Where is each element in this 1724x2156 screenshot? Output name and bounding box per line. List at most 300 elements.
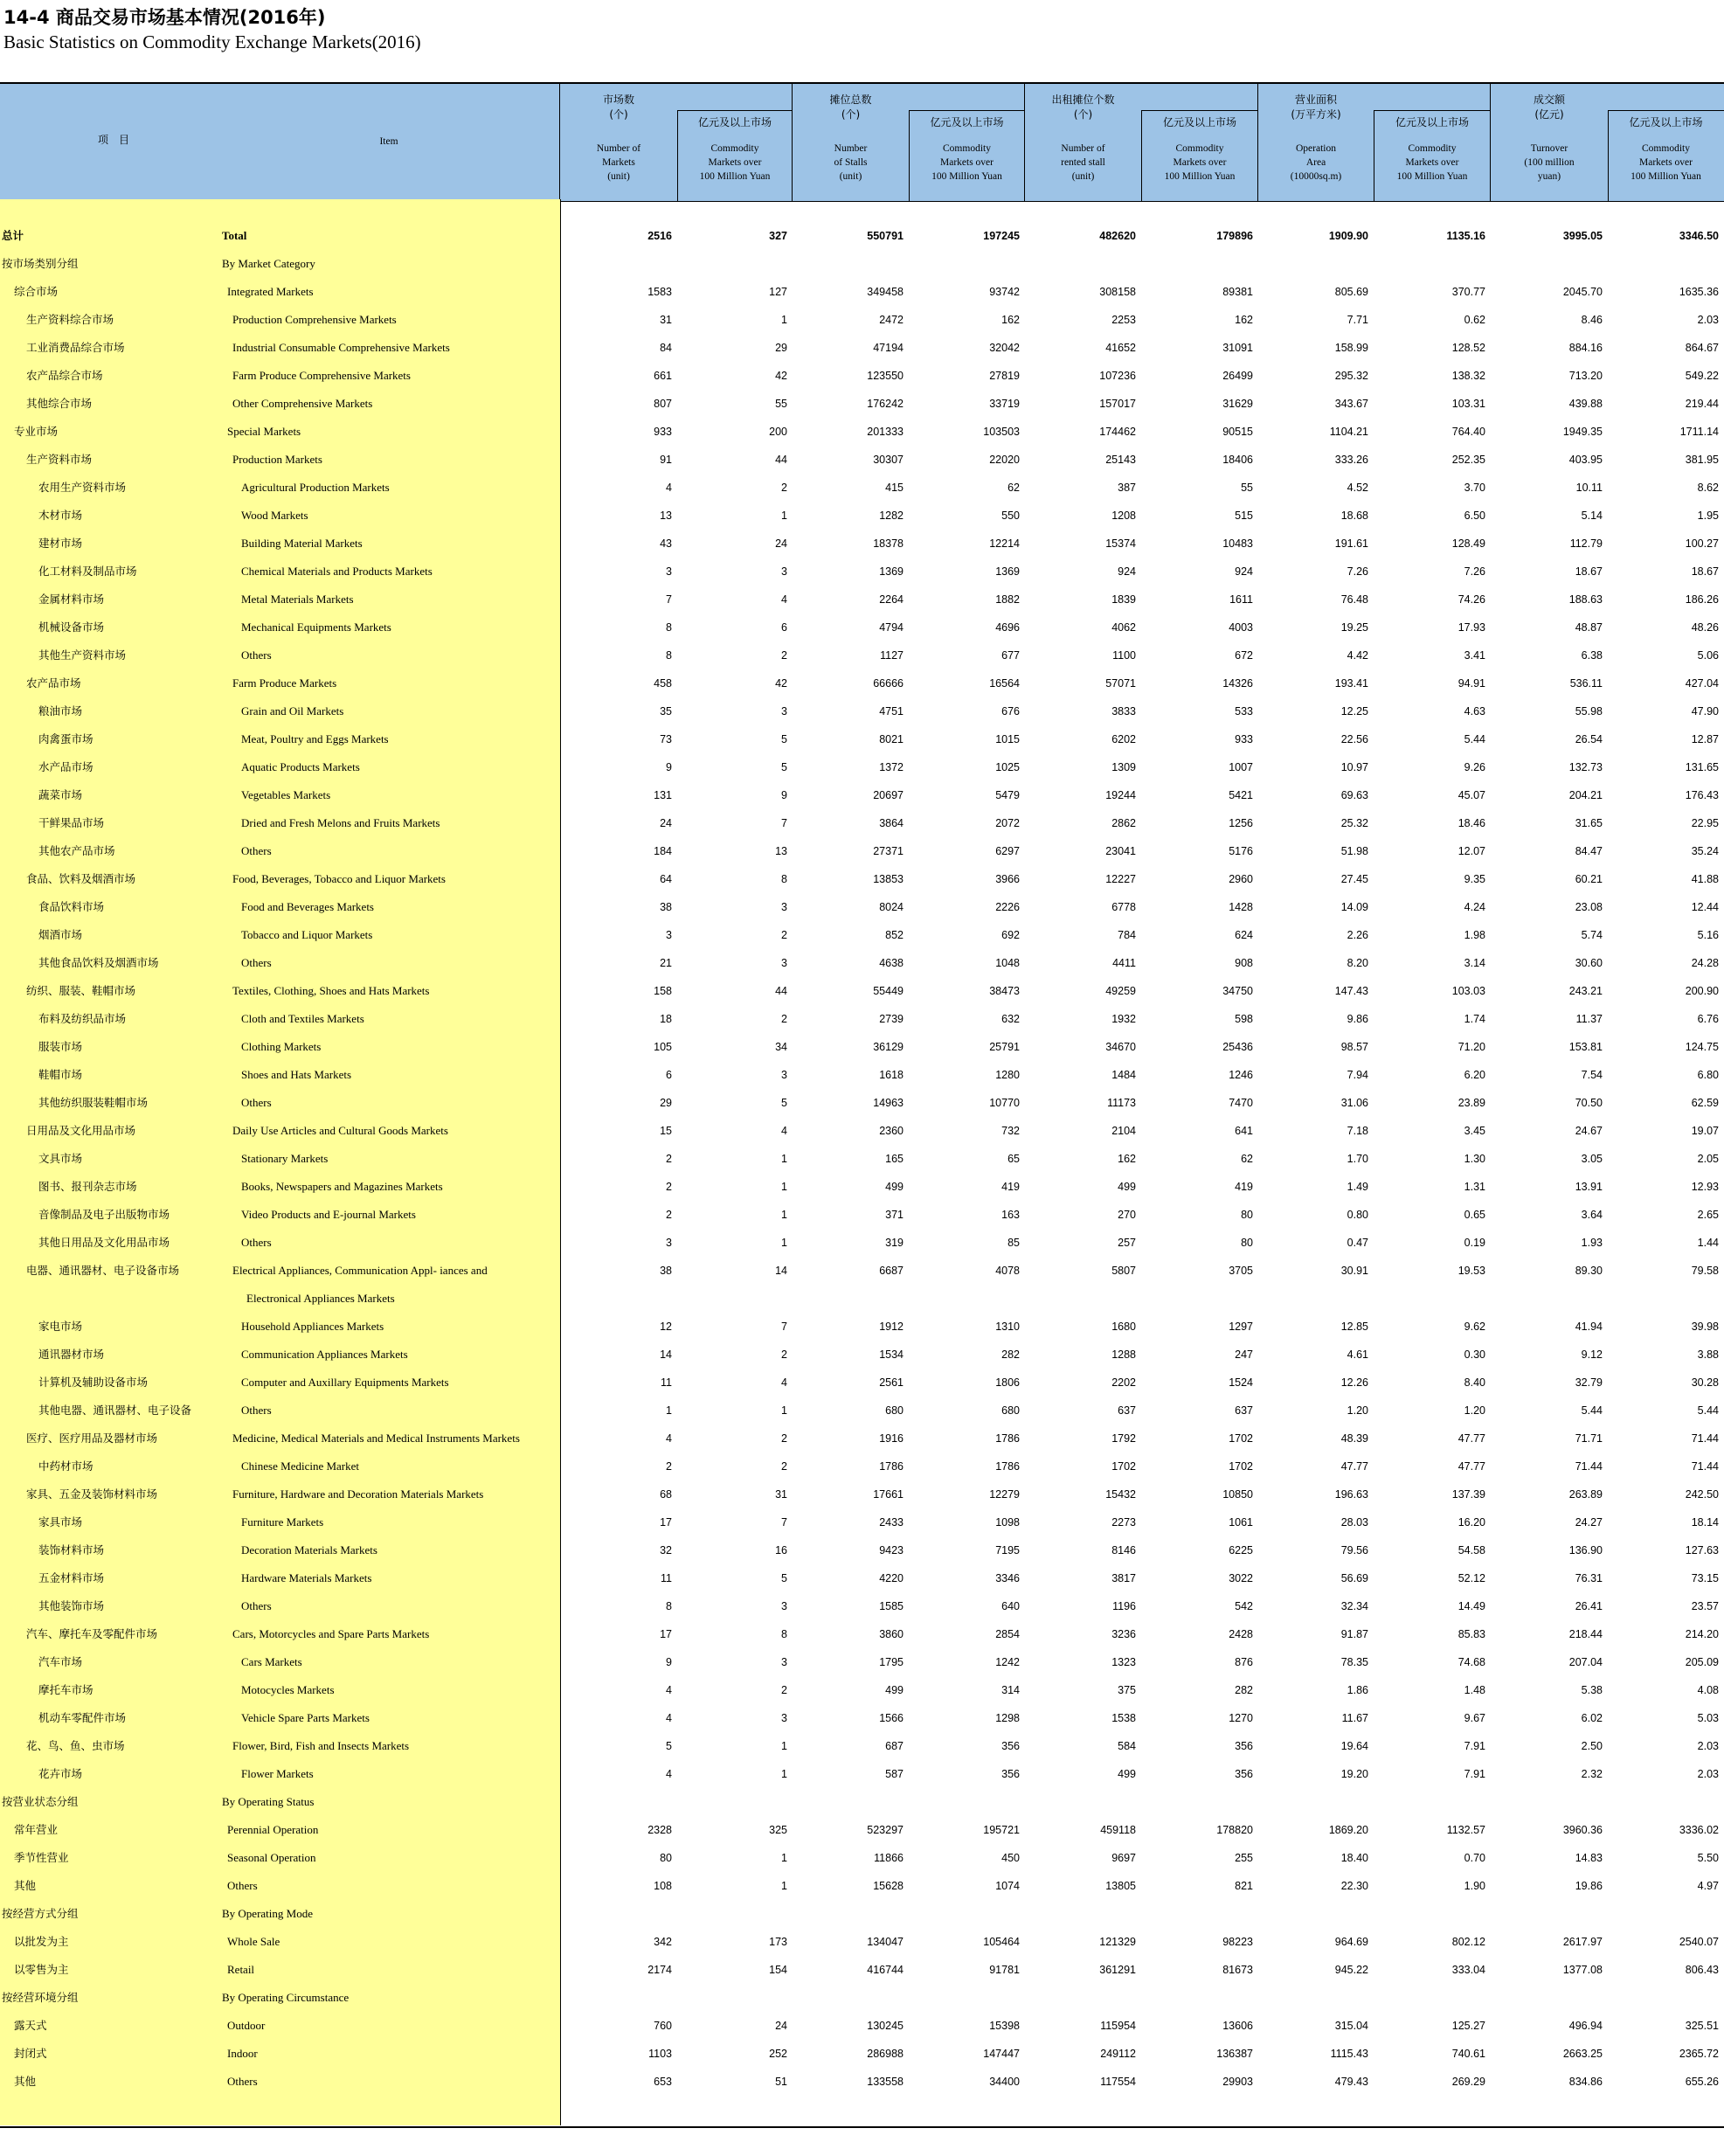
cell-value: 134047 [867,1936,904,1948]
row-label-en: By Operating Mode [222,1907,313,1920]
cell-value: 73 [660,733,672,745]
cell-value: 282 [1001,1348,1020,1361]
cell-value: 2.05 [1697,1153,1719,1165]
cell-value: 760 [654,2020,672,2032]
cell-value: 933 [1235,733,1253,745]
cell-value: 147447 [983,2048,1020,2060]
cell-value: 89381 [1222,286,1253,298]
cell-value: 5.44 [1697,1404,1719,1417]
cell-value: 6.76 [1697,1013,1719,1025]
cell-value: 30307 [873,454,904,466]
cell-value: 5.44 [1464,733,1485,745]
cell-value: 419 [1235,1181,1253,1193]
cell-value: 13853 [873,873,904,885]
cell-value: 3 [781,1600,787,1612]
cell-value: 637 [1235,1404,1253,1417]
sub-header-over-cn: 亿元及以上市场 [697,116,772,128]
cell-value: 713.20 [1568,370,1603,382]
cell-value: 9.35 [1464,873,1485,885]
cell-value: 0.80 [1347,1209,1368,1221]
cell-value: 924 [1235,565,1253,578]
cell-value: 34 [775,1041,787,1053]
table-row [0,278,1724,306]
cell-value: 48.26 [1691,621,1719,634]
cell-value: 6225 [1229,1544,1253,1556]
table-row [0,474,1724,502]
cell-value: 1280 [995,1069,1020,1081]
cell-value: 2253 [1111,314,1136,326]
cell-value: 439.88 [1568,398,1603,410]
cell-value: 14.09 [1340,901,1368,913]
cell-value: 327 [769,230,787,242]
cell-value: 1.74 [1464,1013,1485,1025]
cell-value: 732 [1001,1125,1020,1137]
cell-value: 4 [666,482,672,494]
cell-value: 15398 [989,2020,1020,2032]
row-label-cn: 其他食品饮料及烟酒市场 [38,956,159,969]
cell-value: 381.95 [1685,454,1719,466]
row-label-cn: 图书、报刊杂志市场 [38,1180,137,1193]
cell-value: 79.58 [1691,1265,1719,1277]
cell-value: 2360 [879,1125,904,1137]
cell-value: 677 [1001,649,1020,662]
cell-value: 123550 [867,370,904,382]
cell-value: 1196 [1112,1600,1136,1612]
cell-value: 10770 [989,1097,1020,1109]
cell-value: 13606 [1222,2020,1253,2032]
table-row [0,558,1724,586]
cell-value: 78.35 [1340,1656,1368,1668]
cell-value: 8024 [879,901,904,913]
table-row [0,1844,1724,1872]
cell-value: 4 [781,593,787,606]
row-label-cn: 总计 [2,229,24,242]
cell-value: 32.79 [1575,1376,1603,1389]
cell-value: 3.88 [1697,1348,1719,1361]
cell-value: 22020 [989,454,1020,466]
cell-value: 4 [666,1768,672,1780]
cell-value: 3 [781,1069,787,1081]
cell-value: 16 [775,1544,787,1556]
cell-value: 64 [660,873,672,885]
cell-value: 7.91 [1464,1740,1485,1752]
cell-value: 8.46 [1581,314,1603,326]
cell-value: 5.03 [1697,1712,1719,1724]
cell-value: 852 [885,929,904,941]
row-label-en: Seasonal Operation [227,1851,316,1864]
cell-value: 17.93 [1457,621,1485,634]
cell-value: 3 [781,1656,787,1668]
table-row [0,222,1724,250]
cell-value: 499 [1118,1768,1136,1780]
cell-value: 54.58 [1457,1544,1485,1556]
cell-value: 128.52 [1451,342,1485,354]
cell-value: 12 [660,1321,672,1333]
cell-value: 18 [660,1013,672,1025]
cell-value: 6202 [1111,733,1136,745]
cell-value: 15628 [873,1880,904,1892]
row-label-en: Others [241,1599,272,1612]
cell-value: 3022 [1229,1572,1253,1584]
row-label-cn: 烟酒市场 [38,928,83,941]
cell-value: 2433 [879,1516,904,1529]
cell-value: 1369 [995,565,1020,578]
cell-value: 19.20 [1340,1768,1368,1780]
cell-value: 7.71 [1347,314,1368,326]
table-row [0,1508,1724,1536]
cell-value: 1.49 [1347,1181,1368,1193]
cell-value: 5.16 [1697,929,1719,941]
cell-value: 56.69 [1340,1572,1368,1584]
cell-value: 499 [1118,1181,1136,1193]
cell-value: 197245 [983,230,1020,242]
cell-value: 4.42 [1347,649,1368,662]
cell-value: 52.12 [1457,1572,1485,1584]
cell-value: 884.16 [1568,342,1603,354]
table-row [0,1145,1724,1173]
cell-value: 2 [781,929,787,941]
cell-value: 496.94 [1568,2020,1603,2032]
cell-value: 42 [775,677,787,690]
row-label-cn: 干鲜果品市场 [38,816,105,829]
cell-value: 499 [885,1684,904,1696]
cell-value: 91 [660,454,672,466]
row-label-en: Retail [227,1963,255,1976]
table-row [0,390,1724,418]
cell-value: 1377.08 [1562,1964,1603,1976]
cell-value: 252 [769,2048,787,2060]
cell-value: 12214 [989,537,1020,550]
table-row [0,1676,1724,1704]
row-label-cn: 中药材市场 [38,1459,93,1473]
table-body [0,222,1724,2096]
cell-value: 98223 [1222,1936,1253,1948]
cell-value: 32.34 [1340,1600,1368,1612]
cell-value: 5 [781,1572,787,1584]
cell-value: 1611 [1229,593,1253,606]
row-label-cn: 鞋帽市场 [38,1068,83,1081]
row-label-en: Outdoor [227,2019,266,2032]
row-label-cn: 家具市场 [38,1515,83,1529]
cell-value: 5 [781,733,787,745]
cell-value: 282 [1235,1684,1253,1696]
cell-value: 25143 [1105,454,1136,466]
group-header-en: Number of rented stall (unit) [1061,143,1105,182]
cell-value: 12.93 [1691,1181,1719,1193]
row-label-en: Stationary Markets [241,1152,329,1165]
sub-header-rule [1141,110,1258,111]
cell-value: 1 [781,1153,787,1165]
cell-value: 1 [781,1852,787,1864]
cell-value: 34400 [989,2076,1020,2088]
cell-value: 536.11 [1569,677,1603,690]
cell-value: 91781 [989,1964,1020,1976]
sub-header-over-en: Commodity Markets over 100 Million Yuan [931,143,1002,182]
row-label-cn: 家具、五金及装饰材料市场 [26,1487,158,1501]
cell-value: 3.14 [1464,957,1485,969]
cell-value: 12.44 [1691,901,1719,913]
row-label-cn: 家电市场 [38,1320,83,1333]
cell-value: 6.50 [1464,510,1485,522]
sub-header-over-en: Commodity Markets over 100 Million Yuan [1631,143,1701,182]
cell-value: 5 [781,761,787,773]
cell-value: 1.98 [1464,929,1485,941]
cell-value: 3864 [879,817,904,829]
cell-value: 47.77 [1457,1460,1485,1473]
cell-value: 2104 [1111,1125,1136,1137]
cell-value: 550 [1001,510,1020,522]
cell-value: 100.27 [1685,537,1719,550]
cell-value: 29 [775,342,787,354]
cell-value: 176242 [867,398,904,410]
table-row [0,1872,1724,1900]
group-header-cn: 营业面积 (万平方米) [1291,94,1341,121]
table-row [0,1816,1724,1844]
cell-value: 584 [1118,1740,1136,1752]
cell-value: 3346 [995,1572,1020,1584]
cell-value: 71.44 [1691,1460,1719,1473]
cell-value: 821 [1235,1880,1253,1892]
cell-value: 18.40 [1340,1852,1368,1864]
cell-value: 2.50 [1581,1740,1603,1752]
cell-value: 19244 [1105,789,1136,801]
row-label-en: Food and Beverages Markets [241,900,374,913]
table-row [0,1704,1724,1732]
cell-value: 31091 [1222,342,1253,354]
row-label-en: By Market Category [222,257,315,270]
row-label-cn: 其他生产资料市场 [38,648,127,662]
table-row [0,362,1724,390]
cell-value: 76.31 [1575,1572,1603,1584]
cell-value: 21 [660,957,672,969]
cell-value: 131 [654,789,672,801]
table-row [0,1341,1724,1369]
cell-value: 1.90 [1464,1880,1485,1892]
group-header-en: Number of Stalls (unit) [834,143,868,182]
row-label-en: Total [222,229,247,242]
group-header-en: Number of Markets (unit) [596,143,641,182]
row-label-en: Others [241,1404,272,1417]
cell-value: 69.63 [1340,789,1368,801]
cell-value: 174462 [1099,426,1136,438]
cell-value: 33719 [989,398,1020,410]
table-row [0,1425,1724,1452]
table-row [0,1089,1724,1117]
cell-value: 2854 [995,1628,1020,1640]
cell-value: 2328 [647,1824,672,1836]
cell-value: 387 [1118,482,1136,494]
cell-value: 9 [666,761,672,773]
row-label-en: Motocycles Markets [241,1683,335,1696]
cell-value: 11 [661,1376,672,1389]
cell-value: 7.26 [1347,565,1368,578]
cell-value: 112.79 [1569,537,1603,550]
row-label-cn: 其他农产品市场 [38,844,115,857]
table-row [0,753,1724,781]
table-row [0,446,1724,474]
cell-value: 242.50 [1685,1488,1719,1501]
cell-value: 133558 [867,2076,904,2088]
table-row [0,2040,1724,2068]
table-row [0,1564,1724,1592]
cell-value: 8146 [1111,1544,1136,1556]
cell-value: 4751 [879,705,904,718]
table-row [0,1229,1724,1257]
row-label-en: Household Appliances Markets [241,1320,384,1333]
cell-value: 25436 [1222,1041,1253,1053]
cell-value: 24.27 [1575,1516,1603,1529]
cell-value: 22.30 [1340,1880,1368,1892]
row-label-en: Chinese Medicine Market [241,1459,360,1473]
cell-value: 5479 [995,789,1020,801]
cell-value: 14 [660,1348,672,1361]
cell-value: 1524 [1229,1376,1253,1389]
cell-value: 18.67 [1575,565,1603,578]
row-label-en: Special Markets [227,425,301,438]
cell-value: 1585 [879,1600,904,1612]
cell-value: 32042 [989,342,1020,354]
cell-value: 24.67 [1575,1125,1603,1137]
row-label-cn: 日用品及文化用品市场 [26,1124,136,1137]
cell-value: 676 [1001,705,1020,718]
cell-value: 23.89 [1457,1097,1485,1109]
cell-value: 427.04 [1685,677,1719,690]
cell-value: 4 [781,1125,787,1137]
row-label-en: Metal Materials Markets [241,593,354,606]
cell-value: 5.50 [1697,1852,1719,1864]
cell-value: 162 [1118,1153,1136,1165]
row-label-en: Agricultural Production Markets [241,481,390,494]
cell-value: 137.39 [1451,1488,1485,1501]
cell-value: 12.87 [1691,733,1719,745]
cell-value: 4.97 [1697,1880,1719,1892]
cell-value: 158 [654,985,672,997]
cell-value: 482620 [1099,230,1136,242]
cell-value: 8021 [879,733,904,745]
cell-value: 908 [1235,957,1253,969]
cell-value: 136387 [1216,2048,1253,2060]
cell-value: 1 [781,1740,787,1752]
cell-value: 10.97 [1340,761,1368,773]
cell-value: 1786 [879,1460,904,1473]
cell-value: 641 [1235,1125,1253,1137]
cell-value: 342 [654,1936,672,1948]
cell-value: 598 [1235,1013,1253,1025]
cell-value: 1208 [1111,510,1136,522]
row-label-cn: 露天式 [14,2019,47,2032]
cell-value: 103.03 [1451,985,1485,997]
row-label-en: Furniture, Hardware and Decoration Materials Markets [232,1487,484,1501]
cell-value: 201333 [867,426,904,438]
cell-value: 25791 [989,1041,1020,1053]
cell-value: 255 [1235,1852,1253,1864]
cell-value: 1246 [1229,1069,1253,1081]
cell-value: 51 [775,2076,787,2088]
row-label-en: Electronical Appliances Markets [246,1292,395,1305]
cell-value: 247 [1235,1348,1253,1361]
row-label-cn: 农用生产资料市场 [38,481,127,494]
cell-value: 19.07 [1691,1125,1719,1137]
cell-value: 7 [781,1321,787,1333]
cell-value: 125.27 [1451,2020,1485,2032]
cell-value: 1 [781,1880,787,1892]
row-label-cn: 装饰材料市场 [38,1543,105,1556]
row-label-cn: 金属材料市场 [38,593,105,606]
cell-value: 42 [775,370,787,382]
group-header-cn: 摊位总数 (个) [829,94,872,121]
cell-value: 26.54 [1575,733,1603,745]
table-row [0,250,1724,278]
cell-value: 25.32 [1340,817,1368,829]
item-header-cn: 项 目 [97,134,129,146]
cell-value: 80 [1241,1209,1253,1221]
cell-value: 680 [885,1404,904,1417]
row-label-cn: 肉禽蛋市场 [38,732,93,745]
row-label-cn: 农产品综合市场 [26,369,103,382]
sub-header-over-en: Commodity Markets over 100 Million Yuan [699,143,771,182]
table-row [0,865,1724,893]
cell-value: 4.63 [1464,705,1485,718]
cell-value: 624 [1235,929,1253,941]
cell-value: 2540.07 [1679,1936,1719,1948]
cell-value: 1.20 [1464,1404,1485,1417]
cell-value: 1 [781,1181,787,1193]
cell-value: 680 [1001,1404,1020,1417]
cell-value: 5 [666,1740,672,1752]
cell-value: 655.26 [1685,2076,1719,2088]
cell-value: 4.52 [1347,482,1368,494]
row-label-cn: 蔬菜市场 [38,788,83,801]
cell-value: 1.30 [1464,1153,1485,1165]
row-label-en: Wood Markets [241,509,308,522]
table-header [0,82,1724,202]
cell-value: 18.68 [1340,510,1368,522]
row-label-en: Others [241,956,272,969]
cell-value: 47.77 [1457,1432,1485,1445]
cell-value: 18378 [873,537,904,550]
table-row [0,1452,1724,1480]
cell-value: 28.03 [1340,1516,1368,1529]
cell-value: 356 [1001,1740,1020,1752]
item-header-en: Item [379,136,398,147]
cell-value: 4638 [879,957,904,969]
cell-value: 153.81 [1568,1041,1603,1053]
table-row [0,1173,1724,1201]
cell-value: 26499 [1222,370,1253,382]
row-label-cn: 其他 [14,2075,37,2088]
row-label-cn: 机械设备市场 [38,620,105,634]
row-label-en: Hardware Materials Markets [241,1571,372,1584]
cell-value: 1428 [1229,901,1253,913]
cell-value: 130245 [867,2020,904,2032]
cell-value: 2045.70 [1562,286,1603,298]
cell-value: 1.93 [1581,1237,1603,1249]
cell-value: 2.03 [1697,1740,1719,1752]
cell-value: 286988 [867,2048,904,2060]
row-label-cn: 文具市场 [38,1152,83,1165]
row-label-cn: 医疗、医疗用品及器材市场 [26,1432,158,1445]
cell-value: 55.98 [1575,705,1603,718]
row-label-en: Others [241,844,272,857]
cell-value: 1869.20 [1328,1824,1368,1836]
row-label-cn: 纺织、服装、鞋帽市场 [26,984,136,997]
table-row [0,1005,1724,1033]
cell-value: 73.15 [1691,1572,1719,1584]
cell-value: 6 [666,1069,672,1081]
cell-value: 173 [769,1936,787,1948]
cell-value: 27.45 [1340,873,1368,885]
cell-value: 1 [781,1768,787,1780]
